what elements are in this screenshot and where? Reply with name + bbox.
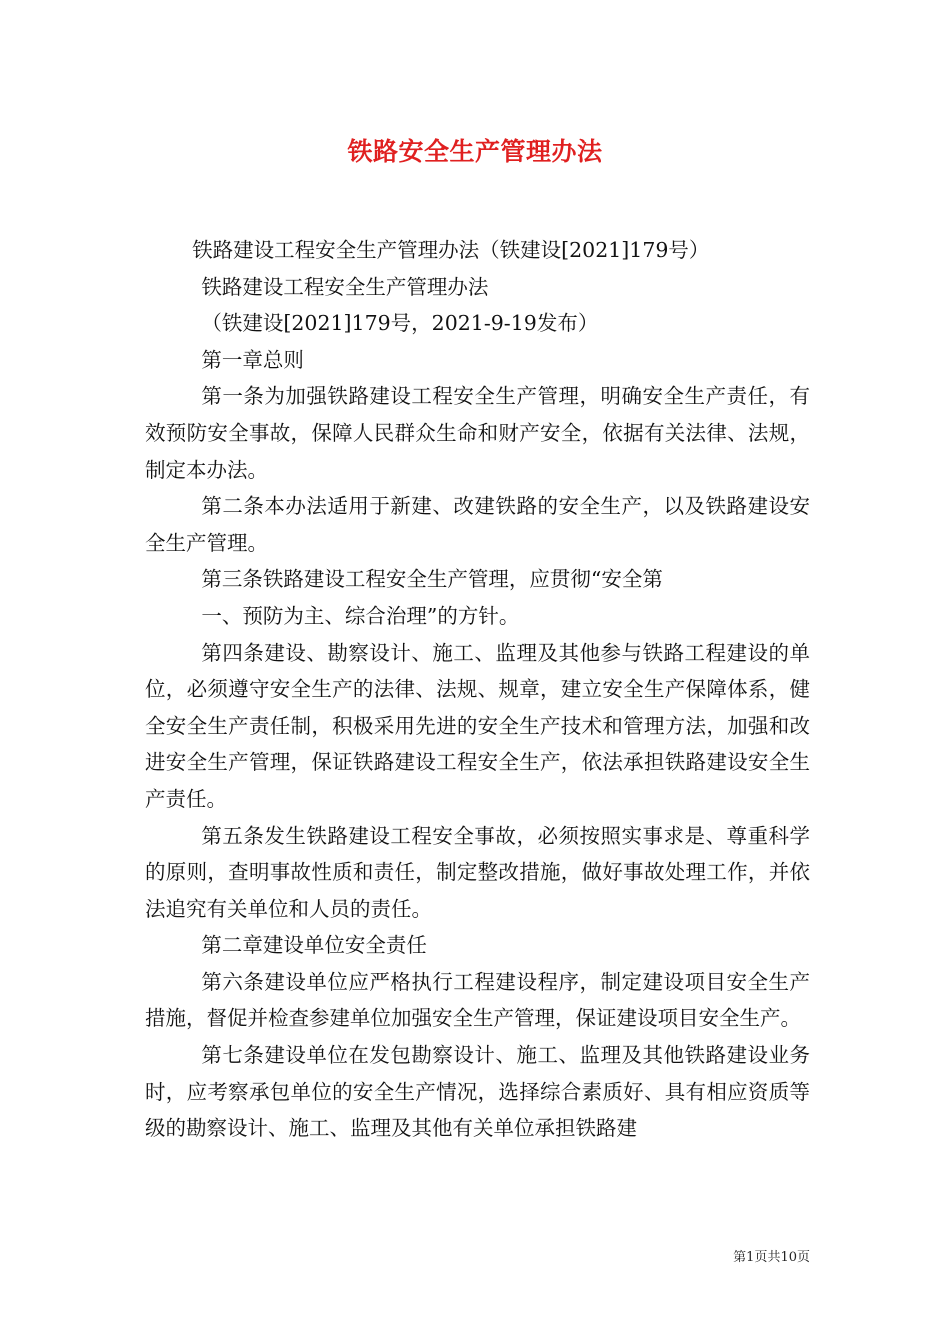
paragraph-issue-info: （铁建设[2021]179号，2021-9-19发布） — [201, 311, 599, 336]
paragraph-article-3-cont: 一、预防为主、综合治理”的方针。 — [201, 603, 520, 628]
document-body — [145, 232, 810, 1147]
paragraph-subtitle: 铁路建设工程安全生产管理办法 — [201, 274, 489, 299]
paragraph-heading-full-title: 铁路建设工程安全生产管理办法（铁建设[2021]179号） — [192, 238, 710, 262]
paragraph-article-3: 第三条铁路建设工程安全生产管理，应贯彻“安全第 — [201, 567, 663, 592]
page-number: 第1页共10页 — [733, 1250, 810, 1265]
paragraph-article-5: 第五条发生铁路建设工程安全事故，必须按照实事求是、尊重科学的原则，查明事故性质和责任，制定整改措施，做好事故处理工作，并依法追究有关单位和人员的责任。 — [145, 823, 810, 921]
paragraph-article-1: 第一条为加强铁路建设工程安全生产管理，明确安全生产责任，有效预防安全事故，保障人民群众生命和财产安全，依据有关法律、法规，制定本办法。 — [145, 384, 810, 482]
paragraph-chapter-1: 第一章总则 — [201, 347, 304, 372]
paragraph-article-4: 第四条建设、勘察设计、施工、监理及其他参与铁路工程建设的单位，必须遵守安全生产的法律、法规、规章，建立安全生产保障体系，健全安全生产责任制，积极采用先进的安全生产技术和管理方法，加强和改进安全生产管理，保证铁路建设工程安全生产，依法承担铁路建设安全生产责任。 — [145, 640, 810, 811]
document-title: 铁路安全生产管理办法 — [347, 137, 603, 166]
paragraph-article-6: 第六条建设单位应严格执行工程建设程序，制定建设项目安全生产措施，督促并检查参建单位加强安全生产管理，保证建设项目安全生产。 — [145, 969, 810, 1031]
paragraph-chapter-2: 第二章建设单位安全责任 — [201, 933, 427, 958]
paragraph-article-2: 第二条本办法适用于新建、改建铁路的安全生产，以及铁路建设安全生产管理。 — [145, 494, 810, 555]
paragraph-article-7: 第七条建设单位在发包勘察设计、施工、监理及其他铁路建设业务时，应考察承包单位的安全生产情况，选择综合素质好、具有相应资质等级的勘察设计、施工、监理及其他有关单位承担铁路建 — [145, 1043, 810, 1141]
